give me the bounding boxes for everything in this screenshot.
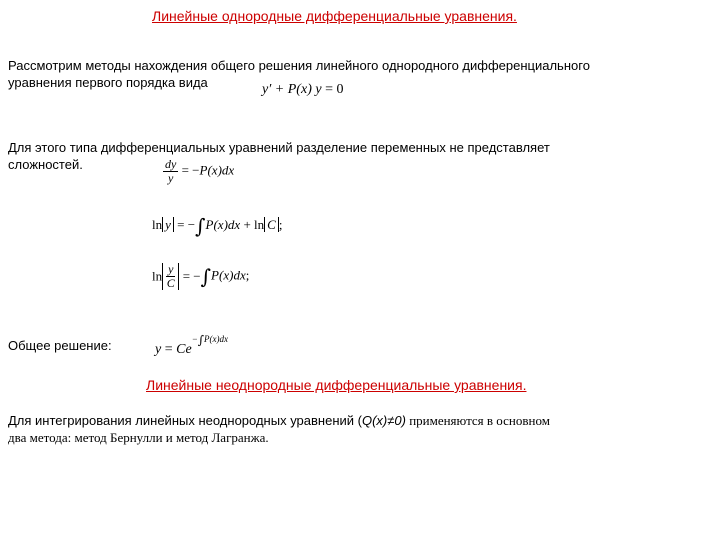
text-part-a: Для интегрирования линейных неоднородных уравнений ( [8, 413, 362, 428]
separation-line-1: Для этого типа дифференциальных уравнений разделение переменных не представляет [8, 140, 550, 155]
section-title-nonhomogeneous: Линейные неоднородные дифференциальные уравнения. [146, 377, 527, 393]
section-title-homogeneous: Линейные однородные дифференциальные уравнения. [152, 8, 517, 24]
nonhomogeneous-text-line-2: два метода: метод Бернулли и метод Лагранжа. [8, 430, 269, 445]
nonhomogeneous-text-line-1 [8, 413, 550, 429]
equation-separated: $\frac{dy}{y}$ = −P(x)dx [165, 157, 235, 185]
equation-integrated: ln y = −∫P(x)dx + ln C ; [152, 214, 283, 238]
equation-log-ratio: ln $\frac{y}{C}$ = −∫P(x)dx; [152, 262, 250, 290]
intro-line-2: уравнения первого порядка вида [8, 75, 208, 90]
condition-q-nonzero: Q(x)≠0) [361, 413, 406, 428]
equation-general-solution: $y = Ce^{-\int P(x)dx}$ [155, 333, 229, 357]
separation-line-2: сложностей. [8, 157, 83, 172]
text-part-b: применяются в основном [405, 413, 550, 428]
intro-line-1: Рассмотрим методы нахождения общего решения линейного однородного дифференциального [8, 58, 590, 73]
general-solution-label: Общее решение: [8, 338, 112, 353]
equation-homogeneous-form: y′ + P(x) y = 0 [262, 82, 344, 97]
